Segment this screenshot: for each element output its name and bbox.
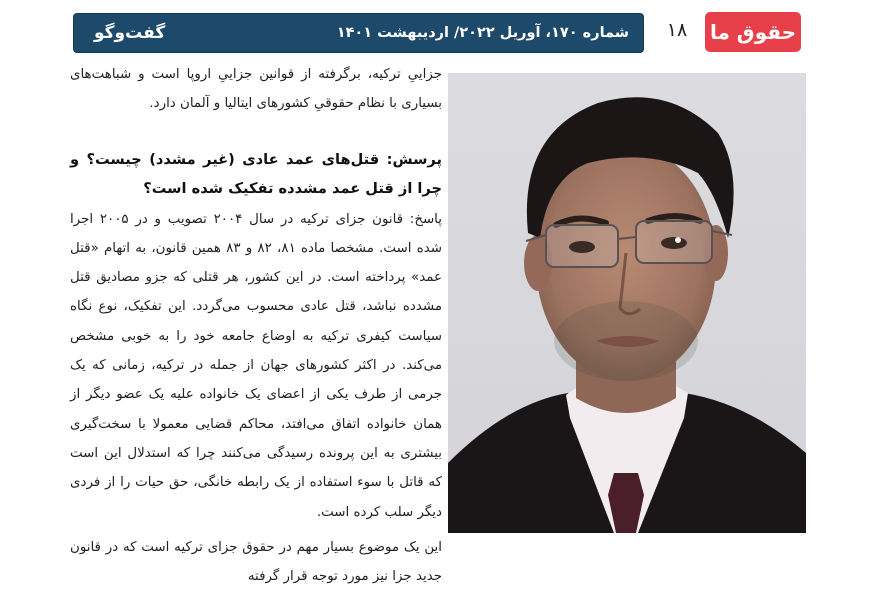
issue-info: شماره ۱۷۰، آوریل ۲۰۲۲/ اردیبهشت ۱۴۰۱ — [336, 25, 629, 41]
page-number: ۱۸ — [666, 19, 688, 41]
answer-paragraph: پاسخ: قانون جزای ترکیه در سال ۲۰۰۴ تصویب و در ۲۰۰۵ اجرا شده است. مشخصا ماده ۸۱، ۸۲ و ۸۳ همین قانون، به اتهام «قتل عمد» پرداخته است. در این کشور، هر قتلی که جزو مصادیق قتل مشدده نباشد، قتل عادی محسوب می‌گردد. این تفکیک، نوع نگاه سیاست کیفری ترکیه به اوضاع جامعه خود را به خوبی مشخص می‌کند. در اکثر کشورهای جهان از جمله در ترکیه، زمانی که یک جرمی از طرف یکی از اعضای یک خانواده علیه یک عضو دیگر از همان خانواده اتفاق می‌افتد، محاکم قضایی معمولا با سخت‌گیری بیشتری به این پرونده رسیدگی می‌کنند چرا که استدلال این است که قاتل با سوء استفاده از یک رابطه خانگی، حق حیات را از فردی دیگر سلب کرده است. — [70, 211, 442, 520]
section-title: گفت‌وگو — [94, 23, 166, 43]
portrait-image — [448, 73, 806, 533]
header-bar — [73, 13, 644, 53]
magazine-logo — [705, 12, 801, 52]
next-paragraph-partial: این یک موضوع بسیار مهم در حقوق جزای ترکیه است که در قانون جدید جزا نیز مورد توجه قرار گرفته — [70, 539, 442, 585]
question-heading: پرسش: قتل‌های عمد عادی (غیر مشدد) چیست؟ و چرا از قتل عمد مشدده تفکیک شده است؟ — [70, 150, 442, 197]
article-column — [70, 60, 442, 585]
logo-text: حقوق ما — [709, 20, 797, 44]
interviewee-photo — [448, 73, 806, 533]
intro-paragraph: جزاییِ ترکیه، برگرفته از قوانین جزاییِ اروپا است و شباهت‌های بسیاری با نظام حقوقیِ کشورهای ایتالیا و آلمان دارد. — [70, 67, 442, 112]
